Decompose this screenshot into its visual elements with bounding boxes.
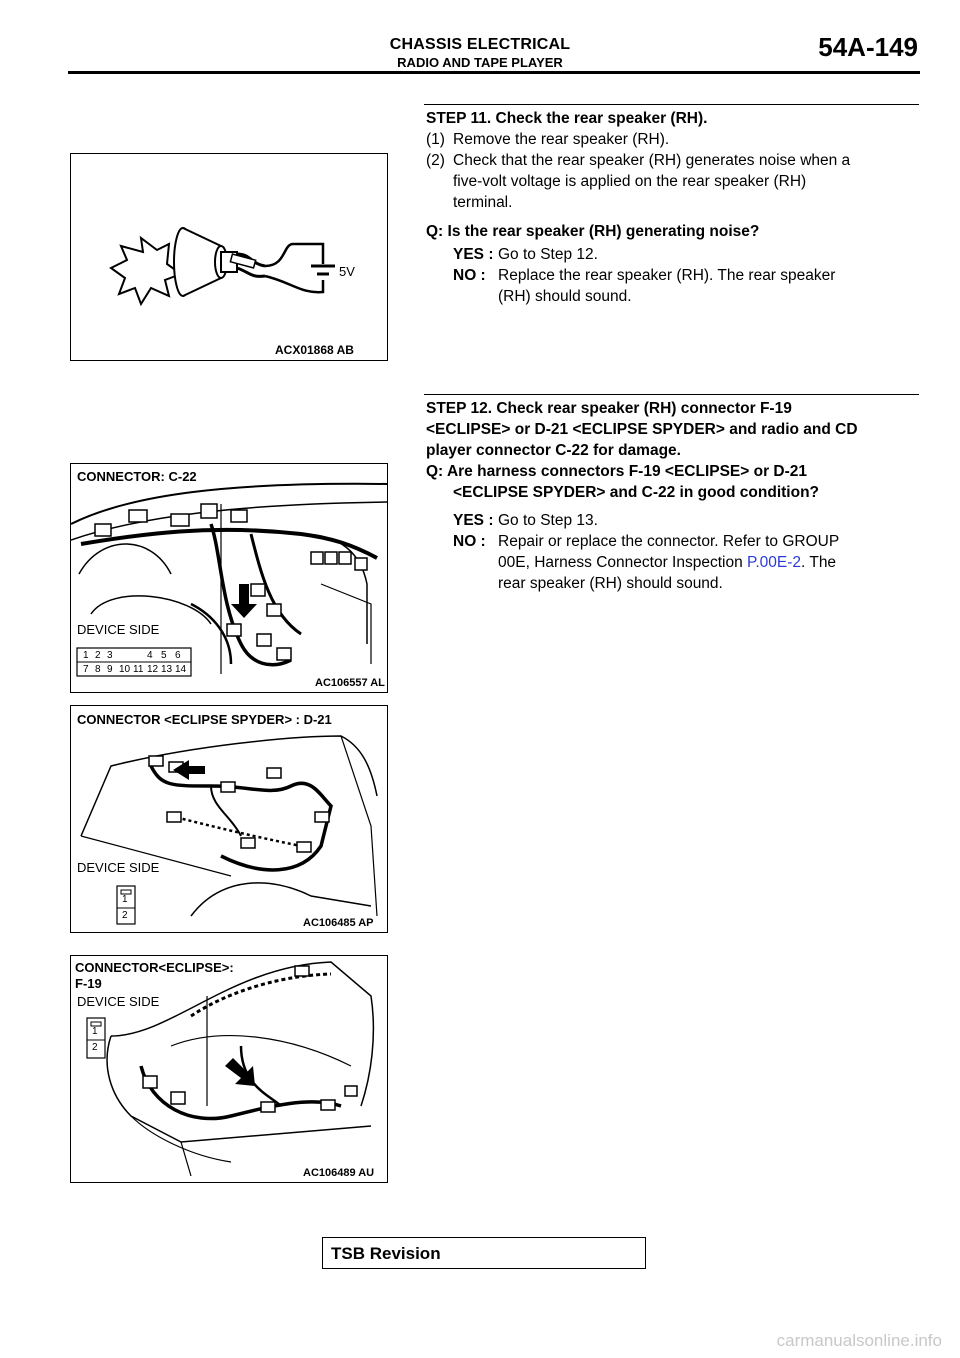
- step-11-heading: STEP 11. Check the rear speaker (RH).: [426, 110, 708, 127]
- step-11-yes-text: Go to Step 12.: [498, 246, 598, 263]
- figure-3-device-side: DEVICE SIDE: [77, 860, 160, 875]
- dashboard-harness-illustration: [71, 464, 387, 692]
- no-line-2-tail: . The: [801, 554, 837, 571]
- pin-label: 2: [92, 1042, 98, 1053]
- step-12-no-line-1: Repair or replace the connector. Refer to GROUP: [498, 533, 840, 550]
- spyder-harness-illustration: [71, 706, 387, 932]
- figure-2-title: CONNECTOR: C-22: [77, 469, 197, 484]
- pin-label: 6: [175, 650, 181, 661]
- figure-4-title-line-1: CONNECTOR<ECLIPSE>:: [75, 960, 234, 975]
- page-number: 54A-149: [818, 32, 918, 62]
- step-12-no-label: NO :: [453, 533, 486, 550]
- pin-label: 12: [147, 664, 159, 675]
- figure-3-code: AC106485 AP: [303, 917, 374, 929]
- step-11-item-2-line-3: terminal.: [453, 194, 513, 211]
- step-12-no-line-2: [498, 552, 836, 573]
- step-12-rule: [424, 394, 919, 395]
- step-11-question: Q: Is the rear speaker (RH) generating noise?: [426, 223, 760, 240]
- figure-2-code: AC106557 AL: [315, 677, 385, 689]
- header-rule: [68, 71, 920, 74]
- figure-4-title-line-2: F-19: [75, 976, 102, 991]
- figure-1-code: ACX01868 AB: [275, 343, 354, 357]
- step-12-yes-text: Go to Step 13.: [498, 512, 598, 529]
- step-11-no-line-2: (RH) should sound.: [498, 288, 632, 305]
- watermark: carmanualsonline.info: [776, 1331, 942, 1350]
- step-11-rule: [424, 104, 919, 105]
- pin-label: 1: [92, 1026, 98, 1037]
- step-11-item-2-line-2: five-volt voltage is applied on the rear speaker (RH): [453, 173, 807, 190]
- pin-label: 2: [95, 650, 101, 661]
- eclipse-trunk-illustration: [71, 956, 387, 1182]
- step-12-yes-label: YES :: [453, 512, 494, 529]
- group-00e-link[interactable]: P.00E-2: [747, 554, 802, 571]
- connector-c22-figure: [70, 463, 388, 693]
- section-subtitle: RADIO AND TAPE PLAYER: [397, 55, 563, 70]
- pin-label: 14: [175, 664, 187, 675]
- step-12-heading-line-1: STEP 12. Check rear speaker (RH) connector F-19: [426, 400, 792, 417]
- pin-label: 11: [133, 664, 144, 675]
- pin-label: 1: [83, 650, 89, 661]
- step-12-no-line-3: rear speaker (RH) should sound.: [498, 575, 723, 592]
- no-line-2-text: 00E, Harness Connector Inspection: [498, 554, 747, 571]
- step-12-question-line-2: <ECLIPSE SPYDER> and C-22 in good condition?: [453, 484, 820, 501]
- pin-label: 8: [95, 664, 101, 675]
- figure-2-device-side: DEVICE SIDE: [77, 622, 160, 637]
- pin-label: 1: [122, 894, 128, 905]
- step-12-heading-line-3: player connector C-22 for damage.: [426, 442, 681, 459]
- step-12-question-line-1: Q: Are harness connectors F-19 <ECLIPSE> or D-21: [426, 463, 808, 480]
- speaker-test-figure: [70, 153, 388, 361]
- pin-label: 4: [147, 650, 153, 661]
- figure-4-code: AC106489 AU: [303, 1167, 375, 1179]
- tsb-revision-label: TSB Revision: [331, 1244, 441, 1263]
- tsb-revision-box: [322, 1237, 646, 1269]
- step-11-no-label: NO :: [453, 267, 486, 284]
- step-11-item-2-num: (2): [426, 152, 445, 169]
- figure-3-title: CONNECTOR <ECLIPSE SPYDER> : D-21: [77, 712, 332, 727]
- step-11-item-2-line-1: Check that the rear speaker (RH) generates noise when a: [453, 152, 851, 169]
- step-11-item-1-text: Remove the rear speaker (RH).: [453, 131, 670, 148]
- pin-label: 2: [122, 910, 128, 921]
- voltage-label: 5V: [339, 264, 355, 279]
- pin-label: 7: [83, 664, 89, 675]
- connector-d21-figure: [70, 705, 388, 933]
- step-11-yes-label: YES :: [453, 246, 494, 263]
- pin-label: 10: [119, 664, 131, 675]
- section-title: CHASSIS ELECTRICAL: [389, 36, 571, 53]
- pin-label: 3: [107, 650, 113, 661]
- connector-f19-figure: [70, 955, 388, 1183]
- speaker-test-illustration: [71, 154, 387, 360]
- pin-label: 5: [161, 650, 167, 661]
- pin-label: 9: [107, 664, 113, 675]
- figure-4-device-side: DEVICE SIDE: [77, 994, 160, 1009]
- step-12-heading-line-2: <ECLIPSE> or D-21 <ECLIPSE SPYDER> and radio and CD: [426, 421, 858, 438]
- pin-label: 13: [161, 664, 173, 675]
- step-11-item-1-num: (1): [426, 131, 445, 148]
- step-11-no-line-1: Replace the rear speaker (RH). The rear speaker: [498, 267, 836, 284]
